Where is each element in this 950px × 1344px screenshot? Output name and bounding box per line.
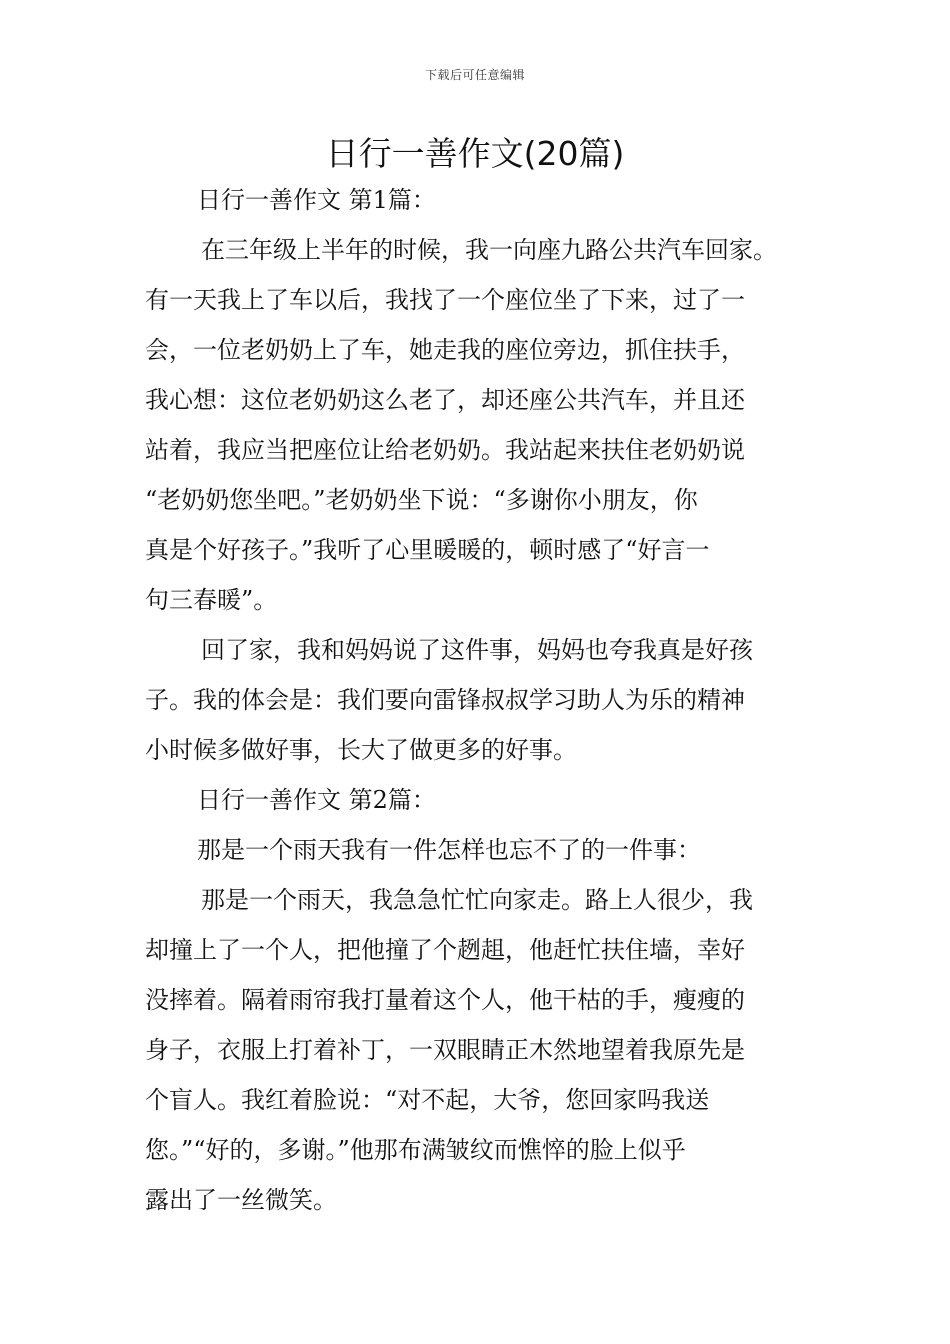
header-note: 下载后可任意编辑 (424, 68, 525, 82)
paragraph-line: 子。我的体会是：我们要向雷锋叔叔学习助人为乐的精神 (145, 686, 745, 714)
paragraph-line: “老奶奶您坐吧。”老奶奶坐下说：“多谢你小朋友，你 (145, 486, 698, 514)
document-body (145, 175, 810, 1225)
paragraph-line: 我心想：这位老奶奶这么老了，却还座公共汽车，并且还 (145, 386, 745, 414)
section-heading-1: 日行一善作文 第1篇： (197, 186, 436, 214)
paragraph-line: 真是个好孩子。”我听了心里暖暖的，顿时感了“好言一 (145, 536, 710, 564)
paragraph-line: 句三春暖”。 (145, 586, 278, 614)
paragraph-line: 有一天我上了车以后，我找了一个座位坐了下来，过了一 (145, 286, 745, 314)
paragraph-line: 没摔着。隔着雨帘我打量着这个人，他干枯的手，瘦瘦的 (145, 986, 745, 1014)
paragraph-line: 身子，衣服上打着补丁，一双眼睛正木然地望着我原先是 (145, 1036, 745, 1064)
paragraph-line: 露出了一丝微笑。 (145, 1186, 337, 1214)
paragraph-line: 在三年级上半年的时候，我一向座九路公共汽车回家。 (201, 236, 777, 264)
paragraph-line: 会，一位老奶奶上了车，她走我的座位旁边，抓住扶手， (145, 336, 745, 364)
paragraph-line: 小时候多做好事，长大了做更多的好事。 (145, 736, 577, 764)
paragraph-line: 那是一个雨天，我急急忙忙向家走。路上人很少，我 (201, 886, 753, 914)
document-title: 日行一善作文(20篇) (325, 134, 625, 173)
paragraph-line: 那是一个雨天我有一件怎样也忘不了的一件事： (197, 836, 701, 864)
paragraph-line: 却撞上了一个人，把他撞了个趔趄，他赶忙扶住墙，幸好 (145, 936, 745, 964)
paragraph-line: 个盲人。我红着脸说：“对不起，大爷，您回家吗我送 (145, 1086, 710, 1114)
paragraph-line: 站着，我应当把座位让给老奶奶。我站起来扶住老奶奶说 (145, 436, 745, 464)
section-heading-2: 日行一善作文 第2篇： (197, 786, 436, 814)
paragraph-line: 您。”“好的，多谢。”他那布满皱纹而憔悴的脸上似乎 (145, 1136, 686, 1164)
paragraph-line: 回了家，我和妈妈说了这件事，妈妈也夸我真是好孩 (201, 636, 753, 664)
